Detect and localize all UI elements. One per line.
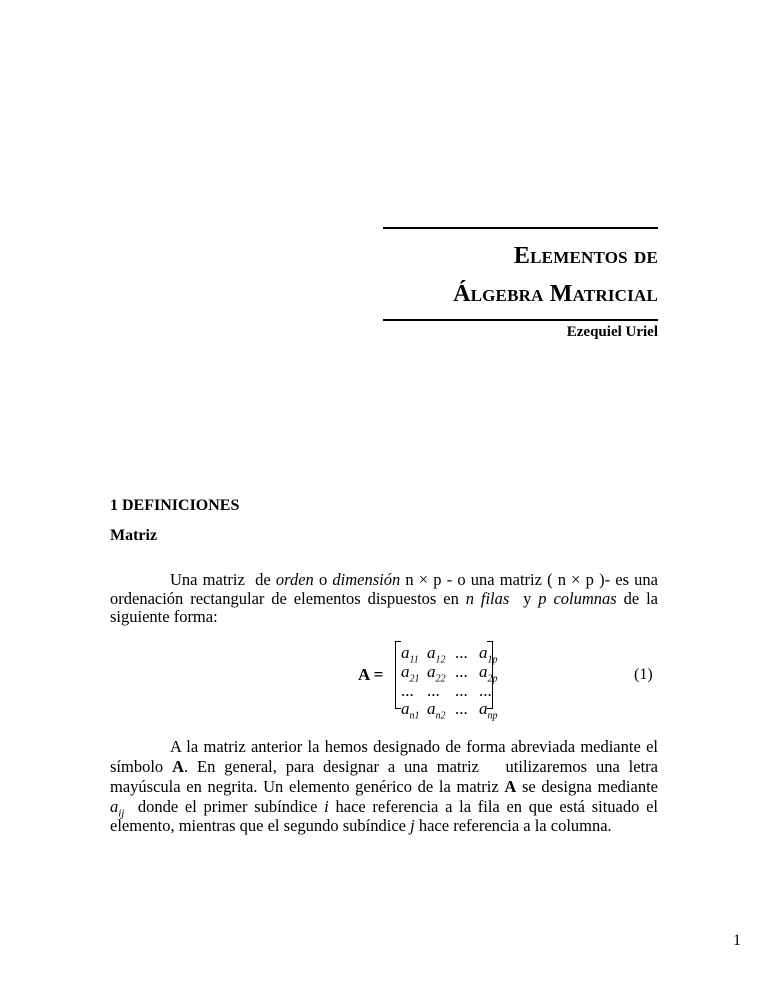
paragraph-1-line-1: Una matriz de orden o dimensión n × p - o una matriz ( n × p )- es una <box>170 570 658 589</box>
matrix-cell: ... <box>455 662 468 681</box>
author: Ezequiel Uriel <box>566 324 658 340</box>
paragraph-1-line-2: ordenación rectangular de elementos dispuestos en n filas y p columnas de la <box>110 589 658 608</box>
page-number: 1 <box>733 932 741 949</box>
paragraph-2-line-2: símbolo A. En general, para designar a una matriz utilizaremos una letra <box>110 757 658 776</box>
matrix-cell: $a_{2p}$ <box>479 662 498 685</box>
matrix-cell: ... <box>455 643 468 662</box>
matrix-cell: $a_{1p}$ <box>479 643 498 666</box>
matrix-cell: ... <box>455 699 468 718</box>
paragraph-2-line-3: mayúscula en negrita. Un elemento genérico de la matriz A se designa mediante <box>110 777 658 796</box>
paragraph-2-line-5: elemento, mientras que el segundo subíndice j hace referencia a la columna. <box>110 816 612 835</box>
matrix-cell: $a_{n1}$ <box>401 699 420 722</box>
matrix-cell: $a_{22}$ <box>427 662 446 685</box>
subsection-heading: Matriz <box>110 527 158 544</box>
matrix-cell: $a_{12}$ <box>427 643 446 666</box>
title-top-rule <box>383 227 658 229</box>
matrix-cell: ... <box>479 681 492 700</box>
matrix-cell: ... <box>455 681 468 700</box>
title-bottom-rule <box>383 319 658 321</box>
paragraph-2-line-4: $a_{ij}$ donde el primer subíndice i hace referencia a la fila en que está situado el <box>110 797 658 820</box>
section-heading: 1 DEFINICIONES <box>110 497 240 514</box>
matrix-cell: $a_{np}$ <box>479 699 498 722</box>
matrix-cell: ... <box>401 681 414 700</box>
matrix-cell: $a_{n2}$ <box>427 699 446 722</box>
matrix <box>395 641 498 722</box>
matrix-cell: $a_{11}$ <box>401 643 419 666</box>
title-line-2: Álgebra Matricial <box>453 281 658 307</box>
matrix-cell: $a_{21}$ <box>401 662 420 685</box>
paragraph-1-line-3: siguiente forma: <box>110 607 218 626</box>
title-line-1: Elementos de <box>513 243 658 269</box>
matrix-cell: ... <box>427 681 440 700</box>
paragraph-2-line-1: A la matriz anterior la hemos designado de forma abreviada mediante el <box>170 737 658 756</box>
equation-lhs: A = <box>358 665 384 684</box>
equation-number: (1) <box>634 666 653 683</box>
